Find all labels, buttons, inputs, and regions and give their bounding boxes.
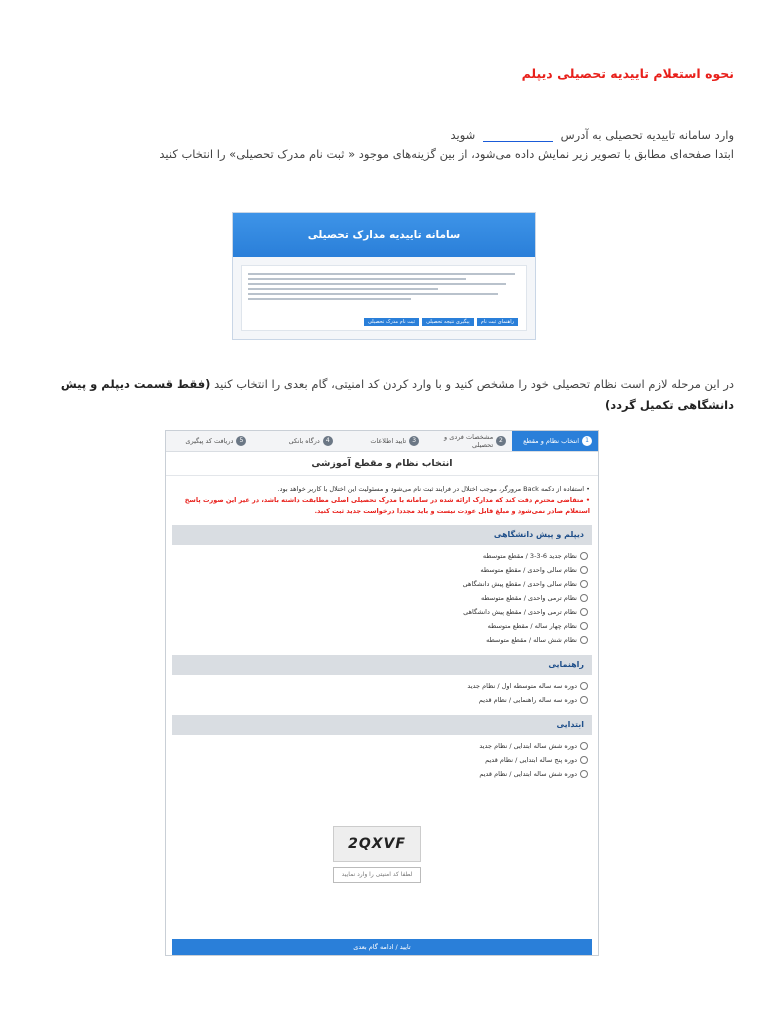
intro-line-2: ابتدا صفحه‌ای مطابق با تصویر زیر نمایش داده می‌شود، از بین گزینه‌های موجود « ثبت نام مدرک تحصیلی» را انتخاب کنید: [159, 147, 734, 161]
radio-option-label: نظام سالی واحدی / مقطع متوسطه: [480, 566, 577, 574]
intro-line-1-suffix: شوید: [450, 128, 476, 142]
radio-option-label: دوره شش ساله ابتدایی / نظام جدید: [479, 742, 577, 750]
article-title: نحوه استعلام تاییدیه تحصیلی دیپلم: [521, 66, 734, 81]
step-label: تایید اطلاعات: [370, 437, 407, 445]
radio-icon[interactable]: [580, 636, 588, 644]
radio-option-label: دوره سه ساله متوسطه اول / نظام جدید: [467, 682, 577, 690]
radio-option[interactable]: [176, 679, 588, 693]
radio-option-label: دوره سه ساله راهنمایی / نظام قدیم: [478, 696, 577, 704]
diploma-options: [166, 545, 598, 647]
radio-option-label: نظام شش ساله / مقطع متوسطه: [486, 636, 577, 644]
intro-line-1-prefix: وارد سامانه تاییدیه تحصیلی به آدرس: [560, 128, 734, 142]
radio-option-label: نظام سالی واحدی / مقطع پیش دانشگاهی: [462, 580, 577, 588]
wizard-step-3: [339, 431, 425, 451]
radio-option[interactable]: [176, 739, 588, 753]
step-label: دریافت کد پیگیری: [185, 437, 234, 445]
back-button-note: • استفاده از دکمه Back مرورگر، موجب اختلال در فرایند ثبت نام می‌شود و مسئولیت این اختلال با کاربر خواهد بود.: [277, 485, 590, 493]
step-number: 4: [323, 436, 333, 446]
step-label: مشخصات فردی و تحصیلی: [444, 433, 494, 449]
radio-option[interactable]: [176, 693, 588, 707]
radio-icon[interactable]: [580, 622, 588, 630]
intro-paragraph: [40, 126, 734, 164]
panel-title: انتخاب نظام و مقطع آموزشی: [166, 458, 598, 476]
notes: [166, 476, 598, 517]
step-number: 3: [409, 436, 419, 446]
radio-option[interactable]: [176, 767, 588, 781]
wizard-step-5: [166, 431, 252, 451]
radio-option[interactable]: [176, 549, 588, 563]
radio-option[interactable]: [176, 591, 588, 605]
radio-option-label: نظام جدید 6-3-3 / مقطع متوسطه: [482, 552, 577, 560]
radio-icon[interactable]: [580, 552, 588, 560]
step-paragraph: [40, 374, 734, 416]
step-label: انتخاب نظام و مقطع: [523, 437, 579, 445]
radio-icon[interactable]: [580, 696, 588, 704]
wizard-step-2: [425, 431, 511, 451]
radio-option[interactable]: [176, 577, 588, 591]
wizard-steps: [166, 431, 598, 452]
captcha-input[interactable]: لطفا کد امنیتی را وارد نمایید: [333, 867, 421, 883]
radio-icon[interactable]: [580, 580, 588, 588]
step-number: 2: [496, 436, 505, 446]
guidance-options: [166, 675, 598, 707]
section-guidance: راهنمایی: [172, 655, 592, 675]
portal-home-screenshot: [232, 212, 536, 340]
section-diploma: دیپلم و پیش دانشگاهی: [172, 525, 592, 545]
wizard-step-4: [252, 431, 338, 451]
step-number: 1: [582, 436, 592, 446]
captcha-image: 2QXVF: [333, 826, 421, 862]
radio-icon[interactable]: [580, 742, 588, 750]
primary-options: [166, 735, 598, 781]
portal-header: سامانه تاییدیه مدارک تحصیلی: [233, 213, 535, 257]
track-result-button[interactable]: پیگیری نتیجه تحصیلی: [422, 318, 474, 326]
portal-buttons: [364, 318, 518, 326]
step-number: 5: [236, 436, 246, 446]
radio-option[interactable]: [176, 753, 588, 767]
radio-icon[interactable]: [580, 756, 588, 764]
radio-option[interactable]: [176, 563, 588, 577]
radio-option-label: نظام چهار ساله / مقطع متوسطه: [487, 622, 577, 630]
radio-option-label: نظام ترمی واحدی / مقطع پیش دانشگاهی: [463, 608, 577, 616]
step-paragraph-text: در این مرحله لازم است نظام تحصیلی خود را مشخص کنید و با وارد کردن کد امنیتی، گام بعدی را انتخاب کنید: [210, 377, 734, 391]
address-link[interactable]: [483, 129, 553, 142]
radio-icon[interactable]: [580, 594, 588, 602]
radio-option[interactable]: [176, 619, 588, 633]
radio-option[interactable]: [176, 605, 588, 619]
portal-body: [241, 265, 527, 331]
radio-icon[interactable]: [580, 682, 588, 690]
step-label: درگاه بانکی: [288, 437, 320, 445]
register-degree-button[interactable]: ثبت نام مدرک تحصیلی: [364, 318, 419, 326]
wizard-step-1: [512, 431, 598, 451]
intro-line-1: [40, 126, 734, 145]
radio-icon[interactable]: [580, 566, 588, 574]
radio-icon[interactable]: [580, 770, 588, 778]
registration-guide-button[interactable]: راهنمای ثبت نام: [477, 318, 518, 326]
section-primary: ابتدایی: [172, 715, 592, 735]
radio-option-label: دوره پنج ساله ابتدایی / نظام قدیم: [485, 756, 577, 764]
next-step-button[interactable]: تایید / ادامه گام بعدی: [172, 939, 592, 955]
radio-option[interactable]: [176, 633, 588, 647]
warning-note: • متقاضی محترم دقت کند که مدارک ارائه شده در سامانه با مدرک تحصیلی اصلی مطابقت داشته باشد، در غیر این صورت پاسخ استعلام صادر نمی‌شود و مبلغ قابل عودت نیست و باید مجددا درخواست جدید ثبت کنید.: [184, 496, 590, 515]
radio-icon[interactable]: [580, 608, 588, 616]
step-paragraph-bold: (فقط قسمت دیپلم و پیش دانشگاهی تکمیل گردد): [60, 377, 734, 412]
radio-option-label: نظام ترمی واحدی / مقطع متوسطه: [480, 594, 577, 602]
radio-option-label: دوره شش ساله ابتدایی / نظام قدیم: [479, 770, 577, 778]
system-selection-screenshot: [165, 430, 599, 956]
